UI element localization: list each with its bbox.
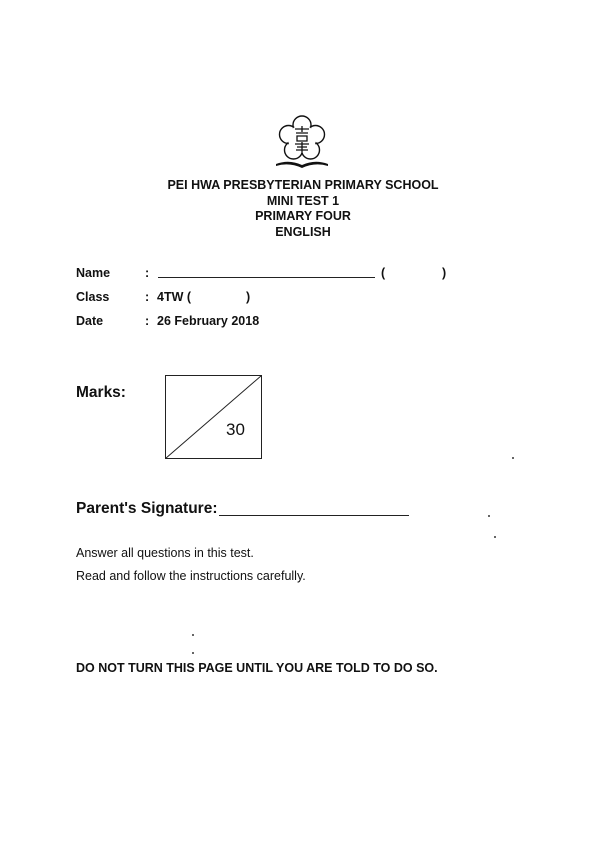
signature-label: Parent's Signature:	[76, 500, 218, 517]
marks-label: Marks:	[76, 384, 126, 401]
test-name: MINI TEST 1	[266, 193, 340, 208]
class-close-paren: )	[246, 290, 251, 304]
date-label: Date	[76, 314, 104, 328]
header	[0, 178, 600, 240]
index-close-paren: )	[442, 266, 447, 280]
date-colon: :	[145, 314, 150, 328]
marks-box[interactable]	[165, 375, 262, 459]
scan-speck	[512, 457, 514, 459]
school-name: PEI HWA PRESBYTERIAN PRIMARY SCHOOL	[167, 178, 439, 192]
instruction-line: Answer all questions in this test.	[76, 546, 254, 560]
date-value: 26 February 2018	[157, 314, 260, 328]
scan-speck	[488, 515, 490, 517]
index-open-paren: (	[381, 266, 386, 280]
warning-text: DO NOT TURN THIS PAGE UNTIL YOU ARE TOLD TO DO SO.	[76, 661, 438, 675]
scan-speck	[192, 634, 194, 636]
scan-speck	[494, 536, 496, 538]
level: PRIMARY FOUR	[255, 209, 351, 223]
subject: ENGLISH	[275, 224, 331, 239]
marks-total: 30	[226, 420, 245, 439]
school-crest-icon	[271, 112, 333, 174]
name-label: Name	[76, 266, 111, 280]
scan-speck	[192, 652, 194, 654]
class-label: Class	[76, 290, 110, 304]
instruction-line: Read and follow the instructions carefully.	[76, 569, 306, 583]
name-colon: :	[145, 266, 150, 280]
name-field[interactable]	[158, 277, 375, 278]
signature-field[interactable]	[219, 515, 409, 516]
class-value: 4TW (	[157, 290, 192, 304]
class-colon: :	[145, 290, 150, 304]
